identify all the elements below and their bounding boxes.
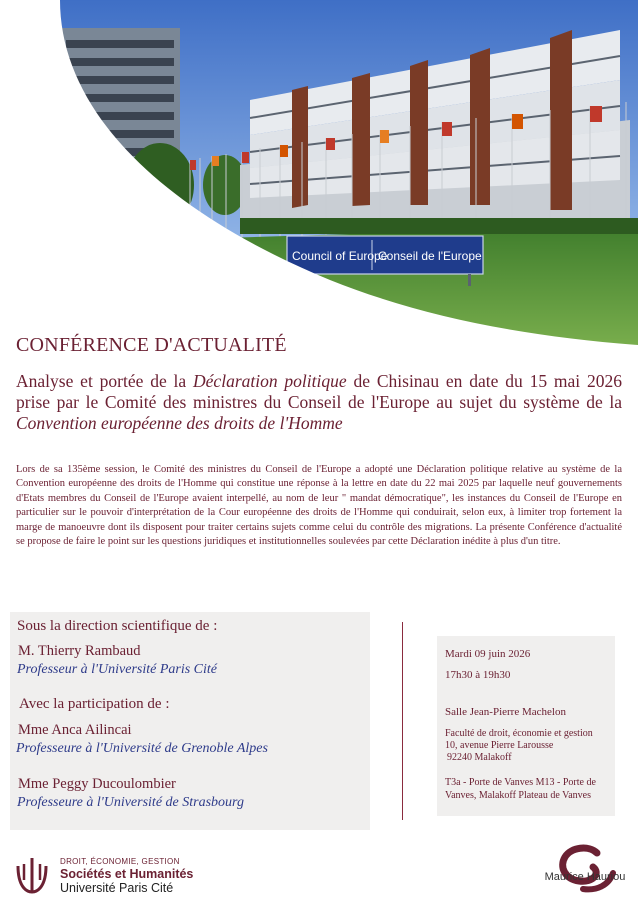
maurice-hauriou-logo xyxy=(535,843,635,898)
participant-role: Professeure à l'Université de Strasbourg xyxy=(17,795,244,810)
director-role: Professeur à l'Université Paris Cité xyxy=(17,662,218,677)
vertical-divider xyxy=(402,622,403,820)
subtitle-italic-2: Convention européenne des droits de l'Homme xyxy=(16,413,343,433)
event-transport: T3a - Porte de Vanves M13 - Porte de Vanves, Malakoff Plateau de Vanves xyxy=(445,777,596,801)
event-address-line: Faculté de droit, économie et gestion xyxy=(445,728,593,739)
council-of-europe-building-illustration xyxy=(0,0,638,345)
participation-heading: Avec la participation de : xyxy=(19,696,170,712)
speakers-panel xyxy=(10,612,370,830)
event-address-line: 92240 Malakoff xyxy=(447,752,512,763)
subtitle-part-1: Analyse et portée de la xyxy=(16,371,194,391)
event-info-panel xyxy=(437,636,615,816)
logo-line-1: DROIT, ÉCONOMIE, GESTION xyxy=(60,857,180,866)
direction-heading: Sous la direction scientifique de : xyxy=(17,618,218,634)
university-emblem-icon xyxy=(12,856,52,894)
participant-role: Professeure à l'Université de Grenoble Alpes xyxy=(16,741,268,756)
universite-paris-cite-logo xyxy=(12,856,232,896)
participant-name: Mme Peggy Ducoulombier xyxy=(18,776,176,792)
event-date: Mardi 09 juin 2026 xyxy=(445,648,531,660)
event-address-line: 10, avenue Pierre Larousse xyxy=(445,740,554,751)
conference-subtitle xyxy=(16,371,622,434)
subtitle-italic-1: Déclaration politique xyxy=(193,371,347,391)
event-room: Salle Jean-Pierre Machelon xyxy=(445,706,566,718)
sign-text-en: Council of Europe xyxy=(292,249,388,263)
hauriou-name: Maurice Hauriou xyxy=(544,871,626,883)
participant-name: Mme Anca Ailincai xyxy=(18,722,132,738)
director-name: M. Thierry Rambaud xyxy=(18,643,141,659)
conference-description: Lors de sa 135ème session, le Comité des ministres du Conseil de l'Europe a adopté une Déclaration politique relative au système de la Convention européenne des droits de l'Homme qui constitue une réponse à la lettre en date du 22 mai 2025 par laquelle neuf gouvernements d'Etats membres du Conseil de l'Europe avaient interpellé, au nom de leur " mandat démocratique", les instances du Conseil de l'Europe en particulier sur le pouvoir d'interprétation de la Cour européenne des droits de l'Homme qui conduirait, selon eux, à limiter trop fortement la marge de manoeuvre dont ils disposent pour traiter certains sujets comme celui du contrôle des migrations. La présente Conférence d'actualité se propose de faire le point sur les questions juridiques et institutionnelles soulevées par cette Déclaration inédite à plus d'un titre. xyxy=(16,464,622,548)
logo-line-2: Sociétés et Humanités xyxy=(60,867,194,881)
conference-title: CONFÉRENCE D'ACTUALITÉ xyxy=(16,334,287,356)
event-time: 17h30 à 19h30 xyxy=(445,669,511,681)
hero-photo xyxy=(0,0,638,345)
subtitle-part-2: de Chisinau en date du 15 mai 2026 prise par le Comité des ministres du Conseil de l'Europe au sujet du système de la xyxy=(16,371,622,412)
sign-text-fr: Conseil de l'Europe xyxy=(378,249,482,263)
logo-line-3: Université Paris Cité xyxy=(60,881,174,895)
